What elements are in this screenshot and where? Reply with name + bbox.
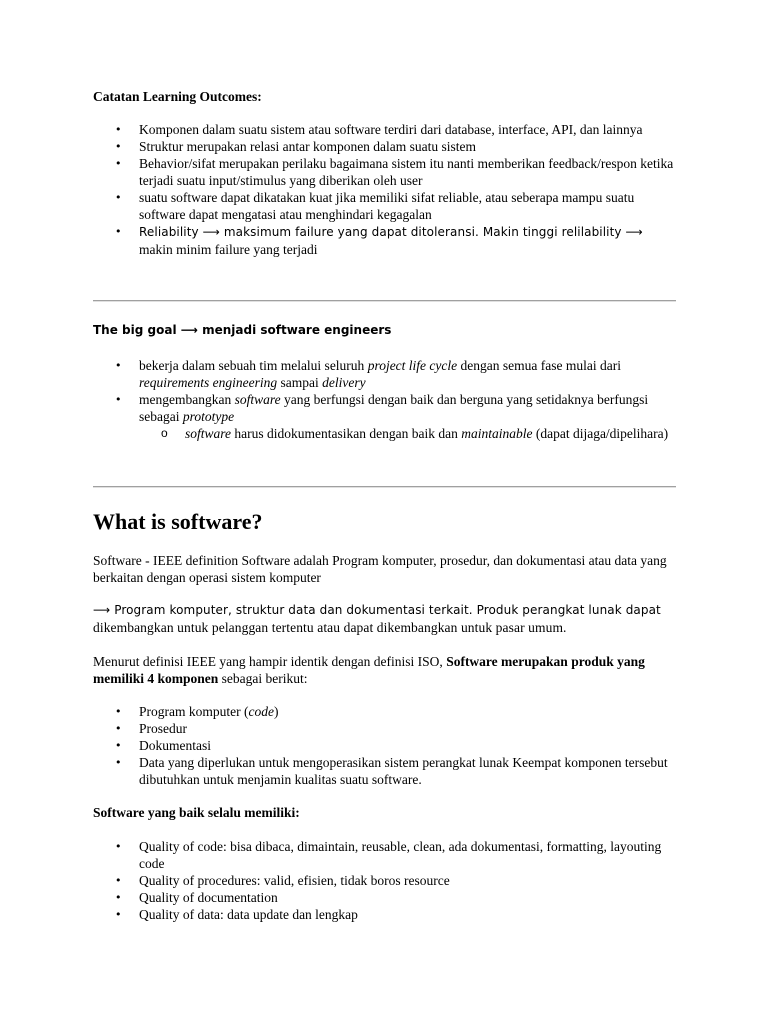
- emphasis: delivery: [322, 375, 366, 390]
- list-item-reliability: [93, 223, 683, 258]
- text: ): [273, 704, 279, 719]
- learning-outcomes-list: [93, 121, 683, 258]
- text: bekerja dalam sebuah tim melalui seluruh: [139, 358, 368, 373]
- list-item: • Struktur merupakan relasi antar komponen dalam suatu sistem: [93, 138, 683, 155]
- big-goal-list: [93, 357, 683, 442]
- divider: [93, 300, 676, 302]
- components-list: [93, 703, 683, 788]
- text: mengembangkan: [139, 392, 235, 407]
- reliability-text: Reliability ⟶ maksimum failure yang dapat ditoleransi. Makin tinggi relilability ⟶: [139, 225, 643, 239]
- emphasis: prototype: [182, 409, 235, 424]
- text: ⟶ Program komputer, struktur data dan dokumentasi terkait. Produk perangkat lunak dapat: [93, 603, 661, 617]
- list-item: • Quality of documentation: [93, 889, 683, 906]
- emphasis: requirements engineering: [139, 375, 278, 390]
- text: yang berfungsi dengan baik dan berguna yang setidaknya berfungsi sebagai: [139, 392, 649, 424]
- list-item: • Komponen dalam suatu sistem atau software terdiri dari database, interface, API, dan lainnya: [93, 121, 683, 138]
- list-item: [93, 703, 683, 720]
- list-item: • Quality of code: bisa dibaca, dimaintain, reusable, clean, ada dokumentasi, formatting, layouting code: [93, 838, 683, 872]
- iso-paragraph: [93, 653, 683, 687]
- emphasis: software: [234, 392, 281, 407]
- list-item: • Quality of data: data update dan lengkap: [93, 906, 683, 923]
- text: Program komputer (: [139, 704, 249, 719]
- list-item: • Data yang diperlukan untuk mengoperasikan sistem perangkat lunak Keempat komponen tersebut dibutuhkan untuk menjamin kualitas suatu software.: [93, 754, 683, 788]
- text: Menurut definisi IEEE yang hampir identik dengan definisi ISO,: [93, 654, 447, 669]
- quality-title: Software yang baik selalu memiliki:: [93, 805, 300, 820]
- reliability-text-cont: makin minim failure yang terjadi: [139, 242, 318, 257]
- text: (dapat dijaga/dipelihara): [532, 426, 669, 441]
- big-goal-title: The big goal ⟶ menjadi software engineers: [93, 323, 392, 337]
- learning-outcomes-title: Catatan Learning Outcomes:: [93, 89, 262, 104]
- bold-text: Software merupakan produk yang memiliki 4 komponen: [93, 654, 645, 686]
- list-item: • Quality of procedures: valid, efisien, tidak boros resource: [93, 872, 683, 889]
- list-item: • Behavior/sifat merupakan perilaku bagaimana sistem itu nanti memberikan feedback/respon ketika terjadi suatu input/stimulus yang diberikan oleh user: [93, 155, 683, 189]
- section-heading: What is software?: [93, 509, 263, 534]
- text: harus didokumentasikan dengan baik dan: [231, 426, 462, 441]
- text: dengan semua fase mulai dari: [457, 358, 621, 373]
- list-item: [93, 357, 683, 391]
- sub-list: [139, 425, 683, 442]
- list-item: • Prosedur: [93, 720, 683, 737]
- list-item: [93, 391, 683, 442]
- text: sampai: [277, 375, 323, 390]
- emphasis: maintainable: [461, 426, 533, 441]
- text: dikembangkan untuk pelanggan tertentu atau dapat dikembangkan untuk pasar umum.: [93, 620, 567, 635]
- sub-list-item: [139, 425, 683, 442]
- text: sebagai berikut:: [218, 671, 308, 686]
- divider: [93, 486, 676, 488]
- quality-list: [93, 838, 683, 923]
- emphasis: software: [185, 426, 232, 441]
- software-definition: Software - IEEE definition Software adalah Program komputer, prosedur, dan dokumentasi atau data yang berkaitan dengan operasi sistem komputer: [93, 553, 667, 585]
- emphasis: code: [248, 704, 274, 719]
- emphasis: project life cycle: [367, 358, 458, 373]
- list-item: • suatu software dapat dikatakan kuat jika memiliki sifat reliable, atau seberapa mampu suatu software dapat mengatasi atau menghindari kegagalan: [93, 189, 683, 223]
- arrow-paragraph: [93, 602, 683, 637]
- list-item: • Dokumentasi: [93, 737, 683, 754]
